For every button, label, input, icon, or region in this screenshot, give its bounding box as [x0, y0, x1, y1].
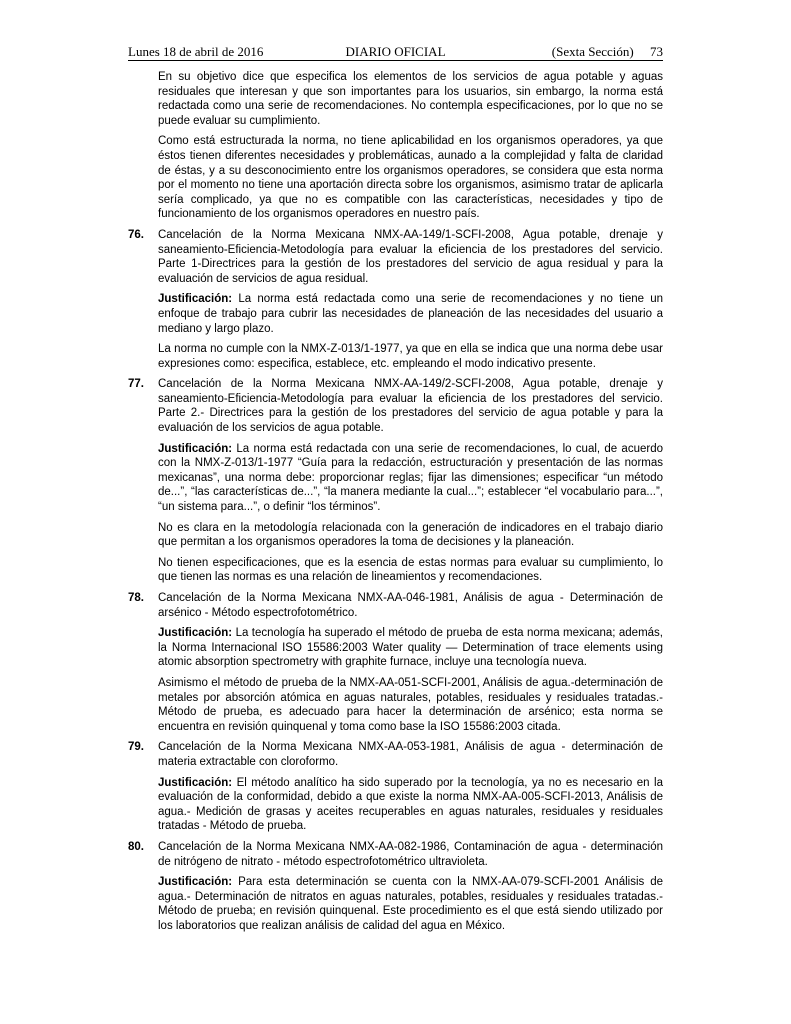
header-date: Lunes 18 de abril de 2016 — [128, 44, 264, 59]
justification-label: Justificación: — [158, 627, 233, 640]
item-number: 78. — [128, 592, 144, 604]
justification — [128, 292, 663, 336]
page-content — [128, 70, 663, 939]
item-paragraph: No tienen especificaciones, que es la esencia de estas normas para evaluar su cumplimiento, lo que tienen las normas es una relación de lineamientos y recomendaciones. — [158, 556, 663, 584]
justification — [128, 626, 663, 670]
item-paragraph: Asimismo el método de prueba de la NMX-AA-051-SCFI-2001, Análisis de agua.-determinación de metales por absorción atómica en aguas naturales, potables, residuales y residuales tratadas.-Método de prueba, es adecuado para hacer la determinación de arsénico; esta norma se encuentra en revisión quinquenal y toma como base la ISO 15586:2003 citada. — [158, 676, 663, 733]
intro-paragraph: En su objetivo dice que especifica los elementos de los servicios de agua potable y aguas residuales que interesan y que son importantes para los usuarios, sin embargo, la norma está redactada como una serie de recomendaciones. No contempla especificaciones, por lo que no se puede evaluar su cumplimiento. — [158, 71, 663, 127]
item-title: Cancelación de la Norma Mexicana NMX-AA-082-1986, Contaminación de agua - determinación de nitrógeno de nitrato - método espectrofotométrico ultravioleta. — [158, 840, 663, 868]
item-title: Cancelación de la Norma Mexicana NMX-AA-149/2-SCFI-2008, Agua potable, drenaje y saneamiento-Eficiencia-Metodología para evaluar la eficiencia de los prestadores del servicio. Parte 2.- Directrices para la gestión de los prestadores del servicio de agua potable y para la evaluación de los servicios de agua potable. — [158, 378, 663, 435]
list-item — [128, 840, 663, 869]
intro-paragraph: Como está estructurada la norma, no tiene aplicabilidad en los organismos operadores, ya que éstos tienen diferentes necesidades y problemáticas, aunado a la complejidad y falta de claridad de éstas, y a su desconocimiento entre los organismos operadores, se considera que esta norma por el momento no tiene una aportación directa sobre los organismos, asimismo tratar de aplicarla sería complicado, ya que no es compatible con las características, necesidades y tipo de funcionamiento de los organismos operadores en nuestro país. — [158, 135, 663, 221]
justification-text: La norma está redactada como una serie de recomendaciones y no tiene un enfoque de trabajo para cubrir las necesidades de planeación de las necesidades del usuario a mediano y largo plazo. — [158, 293, 663, 335]
list-item — [128, 377, 663, 435]
page-header — [128, 40, 663, 60]
justification-label: Justificación: — [158, 876, 233, 889]
justification-label: Justificación: — [158, 776, 233, 789]
item-title: Cancelación de la Norma Mexicana NMX-AA-053-1981, Análisis de agua - determinación de materia extractable con cloroformo. — [158, 741, 663, 768]
justification — [128, 875, 663, 933]
justification-text: El método analítico ha sido superado por la tecnología, ya no es necesario en la evaluación de la conformidad, debido a que existe la norma NMX-AA-005-SCFI-2013, Análisis de agua.- Medición de grasas y aceites recuperables en aguas naturales, residuales y residuales tratadas - Método de prueba. — [158, 776, 663, 833]
item-number: 80. — [128, 840, 144, 853]
justification-label: Justificación: — [158, 293, 233, 306]
item-paragraph: La norma no cumple con la NMX-Z-013/1-1977, ya que en ella se indica que una norma debe usar expresiones como: especifica, establece, etc. empleando el modo indicativo presente. — [158, 343, 663, 370]
list-item — [128, 591, 663, 620]
justification — [128, 442, 663, 515]
list-item — [128, 228, 663, 286]
item-title: Cancelación de la Norma Mexicana NMX-AA-149/1-SCFI-2008, Agua potable, drenaje y saneamiento-Eficiencia-Metodología para evaluar la eficiencia de los prestadores del servicio. Parte 1-Directrices para la gestión de los prestadores del servicio de agua residual y para la evaluación de servicios de agua residual. — [158, 228, 663, 285]
item-title: Cancelación de la Norma Mexicana NMX-AA-046-1981, Análisis de agua - Determinación de arsénico - Método espectrofotométrico. — [158, 592, 663, 619]
justification — [128, 776, 663, 834]
header-section-page: (Sexta Sección) 73 — [551, 44, 663, 59]
header-rule — [128, 60, 663, 61]
justification-text: La tecnología ha superado el método de prueba de esta norma mexicana; además, la Norma Internacional ISO 15586:2003 Water quality — Determination of trace elements using atomic absorption spectrometry with graphite furnace, incluye una tecnología nueva. — [158, 627, 663, 669]
justification-text: La norma está redactada con una serie de recomendaciones, lo cual, de acuerdo con la NMX-Z-013/1-1977 “Guía para la redacción, estructuración y presentación de las normas mexicanas”, una norma debe: proporcionar reglas; fijar las dimensiones; especificar “un método de...”, “las características de...”, “la manera mediante la cual...”; establecer “el vocabulario para...”, “un sistema para...”, o definir “los términos”. — [158, 442, 663, 514]
list-item — [128, 740, 663, 769]
item-number: 77. — [128, 378, 144, 391]
justification-label: Justificación: — [158, 442, 233, 455]
item-number: 79. — [128, 741, 144, 754]
header-publication: DIARIO OFICIAL — [345, 44, 446, 59]
item-number: 76. — [128, 228, 144, 241]
item-paragraph: No es clara en la metodología relacionada con la generación de indicadores en el trabajo diario que permitan a los organismos operadores la toma de decisiones y la planeación. — [158, 521, 663, 549]
justification-text: Para esta determinación se cuenta con la NMX-AA-079-SCFI-2001 Análisis de agua.- Determinación de nitratos en aguas naturales, potables, residuales y residuales tratadas.- Método de prueba; en revisión quinquenal. Este procedimiento es el que está siendo utilizado por los laboratorios que realizan análisis de calidad del agua en México. — [158, 876, 663, 932]
